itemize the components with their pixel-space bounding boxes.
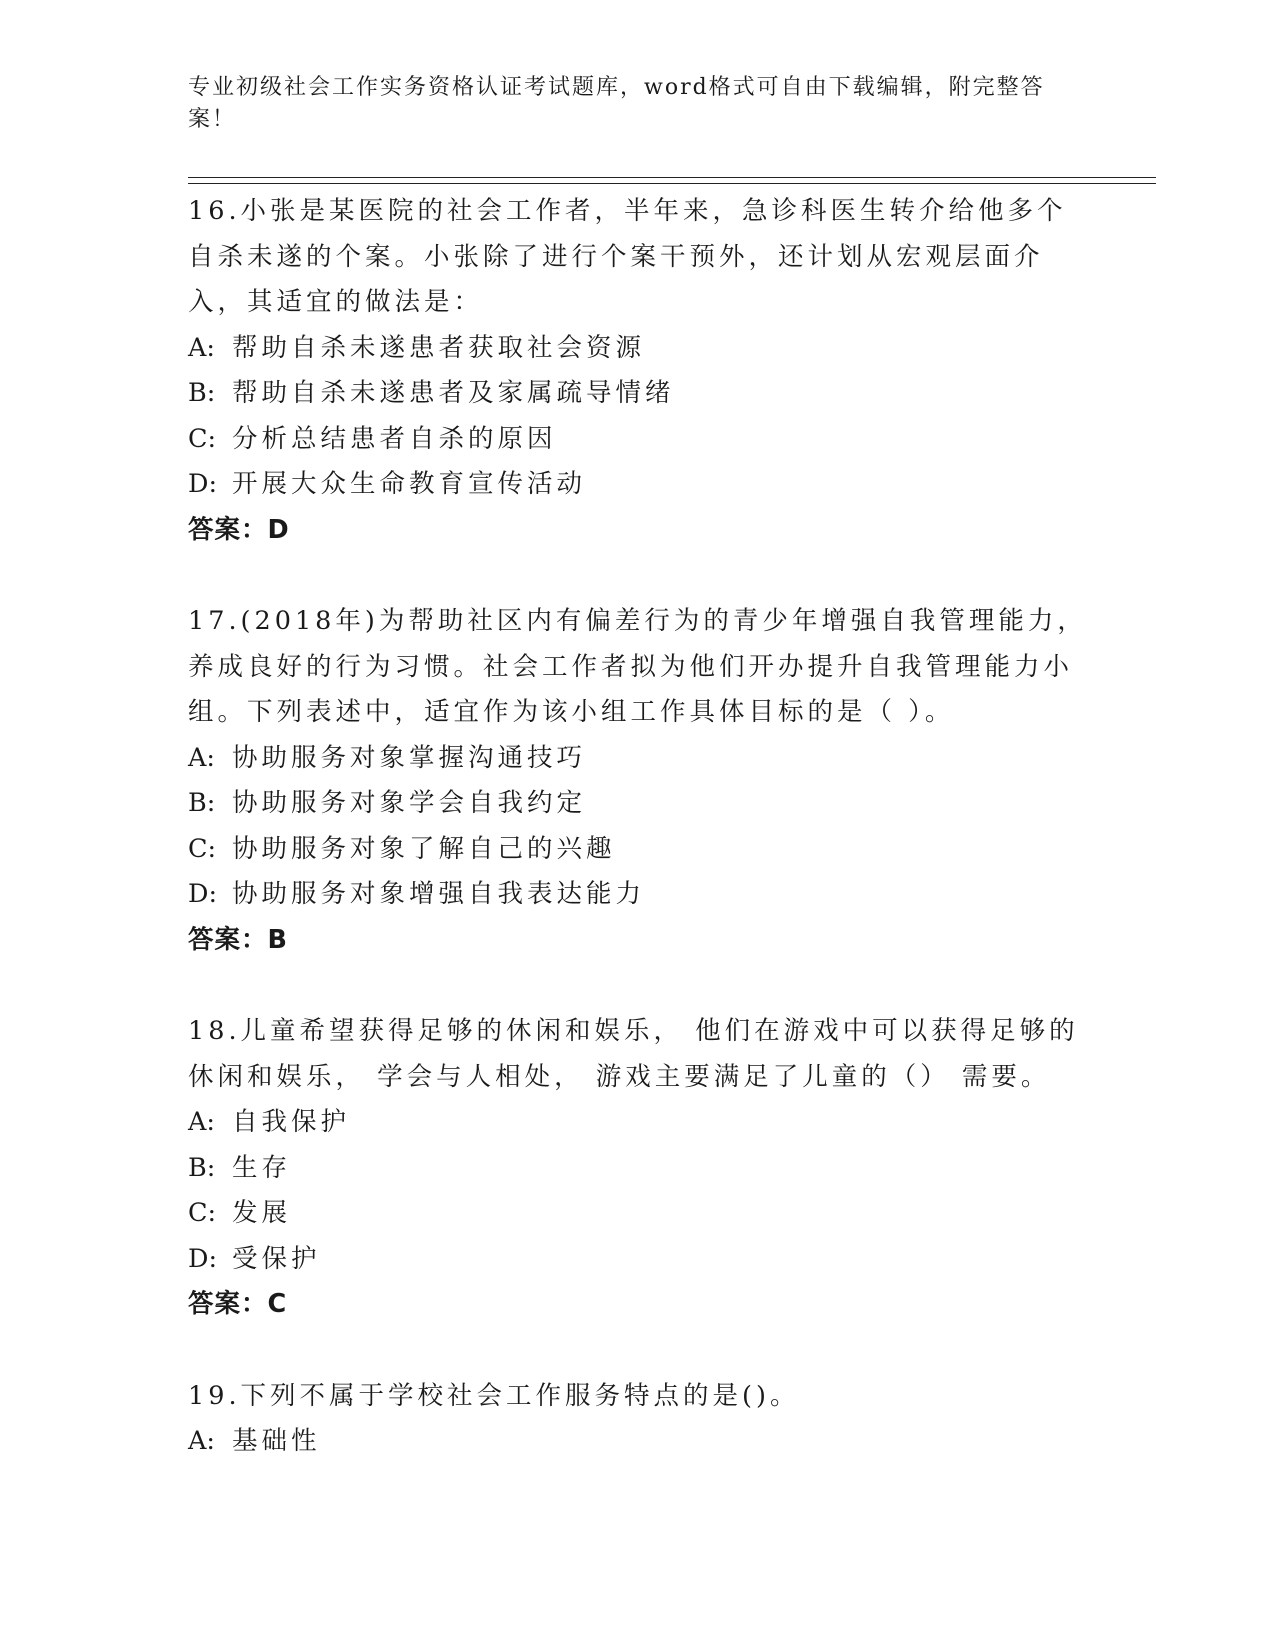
question-16 bbox=[188, 189, 1088, 553]
question-19 bbox=[188, 1374, 1088, 1465]
option-c bbox=[188, 417, 1088, 463]
answer-line: 答案：D bbox=[188, 514, 290, 545]
option-key: A: bbox=[188, 332, 216, 363]
option-key: A: bbox=[188, 1107, 216, 1137]
option-a bbox=[188, 1100, 1088, 1146]
option-text: 自我保护 bbox=[232, 1107, 351, 1137]
option-text: 分析总结患者自杀的原因 bbox=[232, 423, 557, 454]
option-text: 协助服务对象掌握沟通技巧 bbox=[232, 742, 587, 773]
option-b bbox=[188, 1146, 1088, 1192]
option-key: C: bbox=[188, 423, 217, 454]
option-key: B: bbox=[188, 1152, 216, 1183]
question-stem: 16.小张是某医院的社会工作者，半年来，急诊科医生转介给他多个自杀未遂的个案。小张除了进行个案干预外，还计划从宏观层面介入，其适宜的做法是： bbox=[188, 196, 1067, 317]
option-text: 基础性 bbox=[232, 1426, 321, 1456]
question-stem: 19.下列不属于学校社会工作服务特点的是()。 bbox=[188, 1380, 800, 1411]
option-text: 帮助自杀未遂患者获取社会资源 bbox=[232, 332, 646, 363]
question-stem: 18.儿童希望获得足够的休闲和娱乐， 他们在游戏中可以获得足够的休闲和娱乐， 学会与人相处， 游戏主要满足了儿童的（） 需要。 bbox=[188, 1016, 1079, 1092]
option-key: D: bbox=[188, 469, 218, 499]
option-key: C: bbox=[188, 833, 217, 864]
option-text: 协助服务对象了解自己的兴趣 bbox=[232, 833, 616, 864]
option-key: D: bbox=[188, 879, 218, 909]
option-key: C: bbox=[188, 1198, 217, 1228]
question-stem: 17.(2018年)为帮助社区内有偏差行为的青少年增强自我管理能力，养成良好的行为习惯。社会工作者拟为他们开办提升自我管理能力小组。下列表述中，适宜作为该小组工作具体目标的是（ ）。 bbox=[188, 606, 1087, 727]
option-text: 受保护 bbox=[232, 1243, 321, 1274]
option-text: 开展大众生命教育宣传活动 bbox=[232, 469, 587, 499]
option-key: A: bbox=[188, 742, 216, 773]
option-c bbox=[188, 1191, 1088, 1237]
option-d bbox=[188, 462, 1088, 508]
question-18 bbox=[188, 1009, 1088, 1328]
option-text: 帮助自杀未遂患者及家属疏导情绪 bbox=[232, 378, 675, 408]
option-a bbox=[188, 736, 1088, 782]
option-a bbox=[188, 326, 1088, 372]
header-rule-bottom bbox=[188, 183, 1156, 184]
answer-line: 答案：B bbox=[188, 924, 288, 955]
option-b bbox=[188, 781, 1088, 827]
header-rule-top bbox=[188, 177, 1156, 178]
question-list bbox=[188, 189, 1088, 1511]
option-key: A: bbox=[188, 1426, 216, 1456]
document-header: 专业初级社会工作实务资格认证考试题库，word格式可自由下载编辑，附完整答案！ bbox=[188, 75, 1045, 132]
option-text: 生存 bbox=[232, 1152, 292, 1183]
option-d bbox=[188, 872, 1088, 918]
option-text: 协助服务对象学会自我约定 bbox=[232, 788, 587, 818]
question-17 bbox=[188, 599, 1088, 963]
option-text: 协助服务对象增强自我表达能力 bbox=[232, 879, 646, 909]
option-a bbox=[188, 1419, 1088, 1465]
option-c bbox=[188, 827, 1088, 873]
option-key: D: bbox=[188, 1243, 218, 1274]
option-key: B: bbox=[188, 788, 216, 818]
option-b bbox=[188, 371, 1088, 417]
answer-line: 答案：C bbox=[188, 1289, 288, 1319]
option-key: B: bbox=[188, 378, 216, 408]
option-text: 发展 bbox=[232, 1198, 292, 1228]
option-d bbox=[188, 1237, 1088, 1283]
